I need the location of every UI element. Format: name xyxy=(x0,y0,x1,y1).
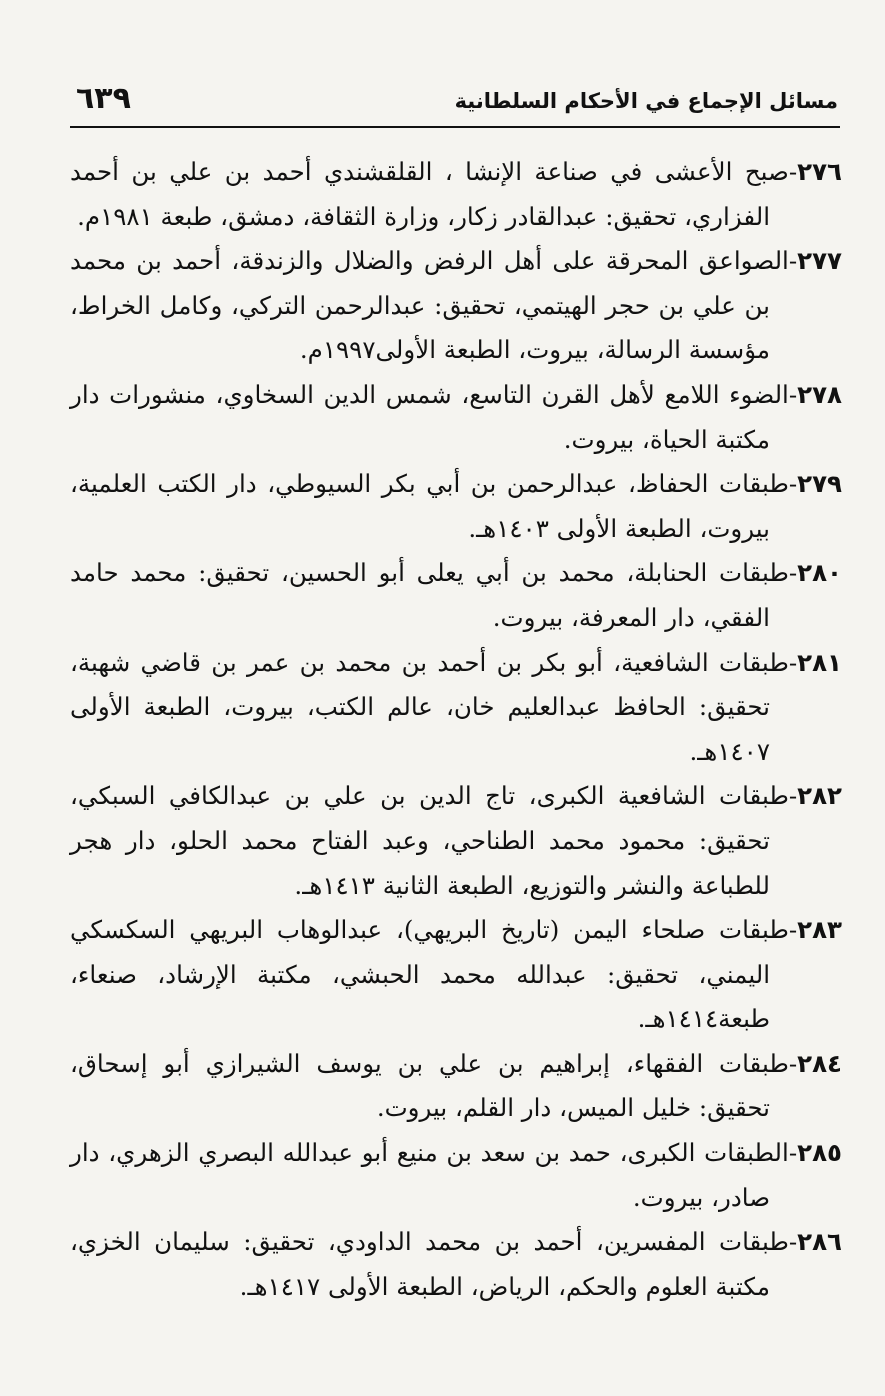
entry-text: الصواعق المحرقة على أهل الرفض والضلال والزندقة، أحمد بن محمد بن علي بن حجر الهيتمي، تحقيق: عبدالرحمن التركي، وكامل الخراط، مؤسسة الرسالة، بيروت، الطبعة الأولى١٩٩٧م. xyxy=(70,246,789,365)
bibliography-entry: ٢٨٤-طبقات الفقهاء، إبراهيم بن علي بن يوسف الشيرازي أبو إسحاق، تحقيق: خليل الميس، دار القلم، بيروت. xyxy=(70,1048,842,1123)
running-title: مسائل الإجماع في الأحكام السلطانية xyxy=(454,89,838,113)
bibliography-entry: ٢٨٢-طبقات الشافعية الكبرى، تاج الدين بن علي بن عبدالكافي السبكي، تحقيق: محمود محمد الطناحي، وعبد الفتاح محمد الحلو، دار هجر للطباعة والنشر والتوزيع، الطبعة الثانية ١٤١٣هـ. xyxy=(70,781,842,900)
bibliography-entry: ٢٧٨-الضوء اللامع لأهل القرن التاسع، شمس الدين السخاوي، منشورات دار مكتبة الحياة، بيروت. xyxy=(70,379,842,454)
bibliography-entry: ٢٧٧-الصواعق المحرقة على أهل الرفض والضلال والزندقة، أحمد بن محمد بن علي بن حجر الهيتمي، تحقيق: عبدالرحمن التركي، وكامل الخراط، مؤسسة الرسالة، بيروت، الطبعة الأولى١٩٩٧م. xyxy=(70,246,842,365)
entry-text: الضوء اللامع لأهل القرن التاسع، شمس الدين السخاوي، منشورات دار مكتبة الحياة، بيروت. xyxy=(70,379,789,454)
entry-text: طبقات المفسرين، أحمد بن محمد الداودي، تحقيق: سليمان الخزي، مكتبة العلوم والحكم، الرياض، الطبعة الأولى ١٤١٧هـ. xyxy=(70,1227,789,1301)
page-number: ٦٣٩ xyxy=(76,81,131,116)
entry-text: الطبقات الكبرى، حمد بن سعد بن منيع أبو عبدالله البصري الزهري، دار صادر، بيروت. xyxy=(70,1138,789,1212)
page-header xyxy=(70,82,840,128)
entry-text: طبقات الحفاظ، عبدالرحمن بن أبي بكر السيوطي، دار الكتب العلمية، بيروت، الطبعة الأولى ١٤٠٣هـ. xyxy=(70,469,789,543)
entry-number: ٢٧٧ xyxy=(797,246,842,276)
entry-number: ٢٨٤ xyxy=(797,1048,842,1078)
entry-number: ٢٨٥ xyxy=(797,1138,842,1168)
entry-text: طبقات الشافعية، أبو بكر بن أحمد بن محمد بن عمر بن قاضي شهبة، تحقيق: الحافظ عبدالعليم خان، عالم الكتب، بيروت، الطبعة الأولى ١٤٠٧هـ. xyxy=(70,647,789,766)
entry-text: طبقات الحنابلة، محمد بن أبي يعلى أبو الحسين، تحقيق: محمد حامد الفقي، دار المعرفة، بيروت. xyxy=(70,558,789,632)
entry-number: ٢٨١ xyxy=(797,647,842,677)
bibliography-entry: ٢٨٦-طبقات المفسرين، أحمد بن محمد الداودي، تحقيق: سليمان الخزي، مكتبة العلوم والحكم، الرياض، الطبعة الأولى ١٤١٧هـ. xyxy=(70,1227,842,1301)
bibliography-entry: ٢٨١-طبقات الشافعية، أبو بكر بن أحمد بن محمد بن عمر بن قاضي شهبة، تحقيق: الحافظ عبدالعليم خان، عالم الكتب، بيروت، الطبعة الأولى ١٤٠٧هـ. xyxy=(70,647,842,766)
entry-number: ٢٧٩ xyxy=(797,469,842,499)
entry-number: ٢٨٣ xyxy=(797,915,842,945)
entry-number: ٢٨٠ xyxy=(797,558,842,588)
bibliography-entry: ٢٧٩-طبقات الحفاظ، عبدالرحمن بن أبي بكر السيوطي، دار الكتب العلمية، بيروت، الطبعة الأولى ١٤٠٣هـ. xyxy=(70,469,842,543)
bibliography-entry: ٢٨٠-طبقات الحنابلة، محمد بن أبي يعلى أبو الحسين، تحقيق: محمد حامد الفقي، دار المعرفة، بيروت. xyxy=(70,558,842,632)
bibliography-entry: ٢٧٦-صبح الأعشى في صناعة الإنشا ، القلقشندي أحمد بن علي بن أحمد الفزاري، تحقيق: عبدالقادر زكار، وزارة الثقافة، دمشق، طبعة ١٩٨١م. xyxy=(70,157,842,231)
entry-number: ٢٧٨ xyxy=(797,379,842,409)
entry-number: ٢٨٦ xyxy=(797,1227,842,1257)
entry-number: ٢٨٢ xyxy=(797,781,842,811)
entry-text: طبقات الشافعية الكبرى، تاج الدين بن علي بن عبدالكافي السبكي، تحقيق: محمود محمد الطناحي، وعبد الفتاح محمد الحلو، دار هجر للطباعة والنشر والتوزيع، الطبعة الثانية ١٤١٣هـ. xyxy=(70,781,789,900)
entry-text: صبح الأعشى في صناعة الإنشا ، القلقشندي أحمد بن علي بن أحمد الفزاري، تحقيق: عبدالقادر زكار، وزارة الثقافة، دمشق، طبعة ١٩٨١م. xyxy=(70,157,789,231)
entry-text: طبقات صلحاء اليمن (تاريخ البريهي)، عبدالوهاب البريهي السكسكي اليمني، تحقيق: عبدالله محمد الحبشي، مكتبة الإرشاد، صنعاء، طبعة١٤١٤هـ. xyxy=(70,915,789,1034)
entry-text: طبقات الفقهاء، إبراهيم بن علي بن يوسف الشيرازي أبو إسحاق، تحقيق: خليل الميس، دار القلم، بيروت. xyxy=(70,1048,789,1123)
bibliography-list xyxy=(70,150,842,1309)
entry-number: ٢٧٦ xyxy=(797,157,842,186)
bibliography-entry: ٢٨٣-طبقات صلحاء اليمن (تاريخ البريهي)، عبدالوهاب البريهي السكسكي اليمني، تحقيق: عبدالله محمد الحبشي، مكتبة الإرشاد، صنعاء، طبعة١٤١٤هـ. xyxy=(70,915,842,1034)
bibliography-entry: ٢٨٥-الطبقات الكبرى، حمد بن سعد بن منيع أبو عبدالله البصري الزهري، دار صادر، بيروت. xyxy=(70,1138,842,1212)
